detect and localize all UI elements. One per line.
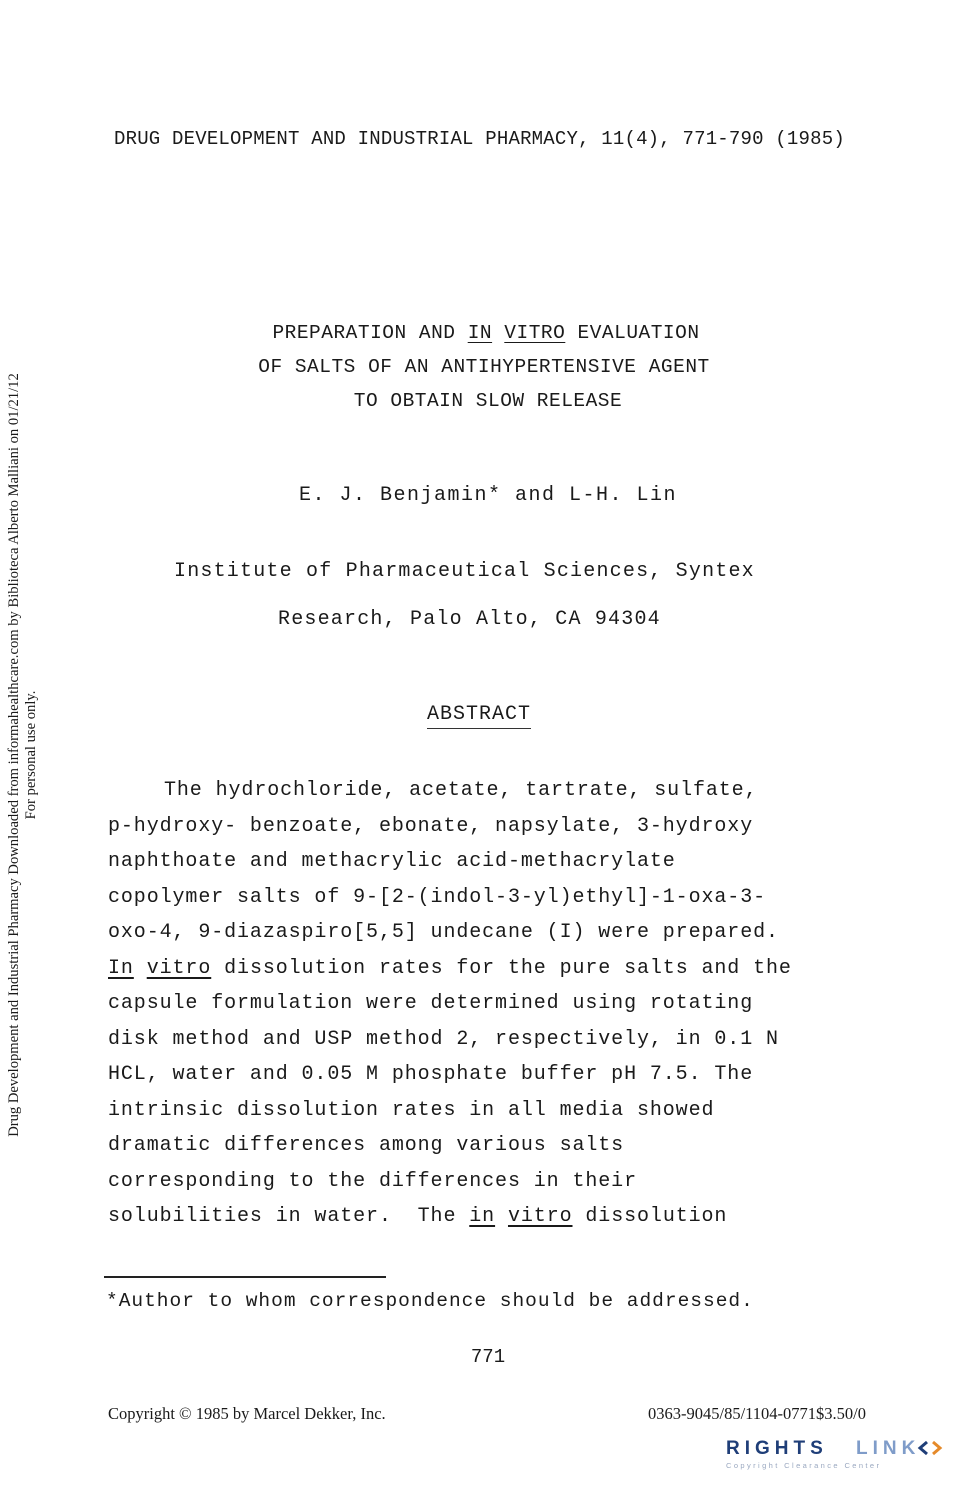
abstract-line: disk method and USP method 2, respectively, in 0.1 N (108, 1027, 779, 1051)
abstract-line: intrinsic dissolution rates in all media showed (108, 1098, 715, 1122)
title-line-3: TO OBTAIN SLOW RELEASE (353, 390, 623, 412)
abstract-line: dramatic differences among various salts (108, 1134, 625, 1157)
affiliation-line-2: Research, Palo Alto, CA 94304 (278, 608, 661, 631)
download-note-line1: Drug Development and Industrial Pharmacy Downloaded from informahealthcare.com by Biblioteca Alberto Malliani on 01/21/12 (6, 373, 22, 1137)
rightslink-link-text: LINK (856, 1438, 921, 1459)
abstract-heading: ABSTRACT (427, 704, 531, 729)
title-line-2: OF SALTS OF AN ANTIHYPERTENSIVE AGENT (258, 356, 710, 378)
abstract-line: solubilities in water. The in vitro dissolution (108, 1205, 728, 1228)
rightslink-rights-text: RIGHTS (726, 1438, 828, 1459)
abstract-line: naphthoate and methacrylic acid-methacrylate (108, 850, 676, 873)
copyright-notice: Copyright © 1985 by Marcel Dekker, Inc. (108, 1404, 386, 1423)
abstract-line: copolymer salts of 9-[2-(indol-3-yl)ethyl]-1-oxa-3- (108, 885, 766, 909)
paper-title (0, 316, 976, 418)
rightslink-right-chevron-icon (933, 1442, 940, 1454)
title-line-1: PREPARATION AND IN VITRO EVALUATION (272, 322, 700, 344)
download-note (6, 320, 40, 1190)
footnote-divider (104, 1276, 386, 1278)
page-number: 771 (470, 1346, 506, 1368)
journal-header: DRUG DEVELOPMENT AND INDUSTRIAL PHARMACY, 11(4), 771-790 (1985) (114, 128, 845, 150)
footnote: *Author to whom correspondence should be addressed. (106, 1290, 754, 1312)
rightslink-left-chevron-icon (920, 1442, 927, 1454)
abstract-line: corresponding to the differences in their (108, 1169, 637, 1193)
authors: E. J. Benjamin* and L-H. Lin (298, 484, 678, 507)
issn-code: 0363-9045/85/1104-0771$3.50/0 (647, 1404, 866, 1423)
abstract-line: p-hydroxy- benzoate, ebonate, napsylate, 3-hydroxy (108, 814, 754, 838)
abstract-line: oxo-4, 9-diazaspiro[5,5] undecane (I) were prepared. (108, 921, 779, 944)
download-note-line2: For personal use only. (23, 690, 39, 820)
rightslink-logo[interactable] (724, 1434, 960, 1474)
abstract-line: HCL, water and 0.05 M phosphate buffer pH 7.5. The (108, 1063, 754, 1086)
abstract-line: capsule formulation were determined using rotating (108, 992, 754, 1015)
rightslink-tagline: Copyright Clearance Center (726, 1461, 882, 1470)
abstract-line: The hydrochloride, acetate, tartrate, sulfate, (164, 779, 758, 802)
abstract-line: In vitro dissolution rates for the pure salts and the (108, 956, 792, 980)
affiliation-line-1: Institute of Pharmaceutical Sciences, Syntex (174, 560, 755, 583)
abstract-body (108, 773, 878, 1235)
